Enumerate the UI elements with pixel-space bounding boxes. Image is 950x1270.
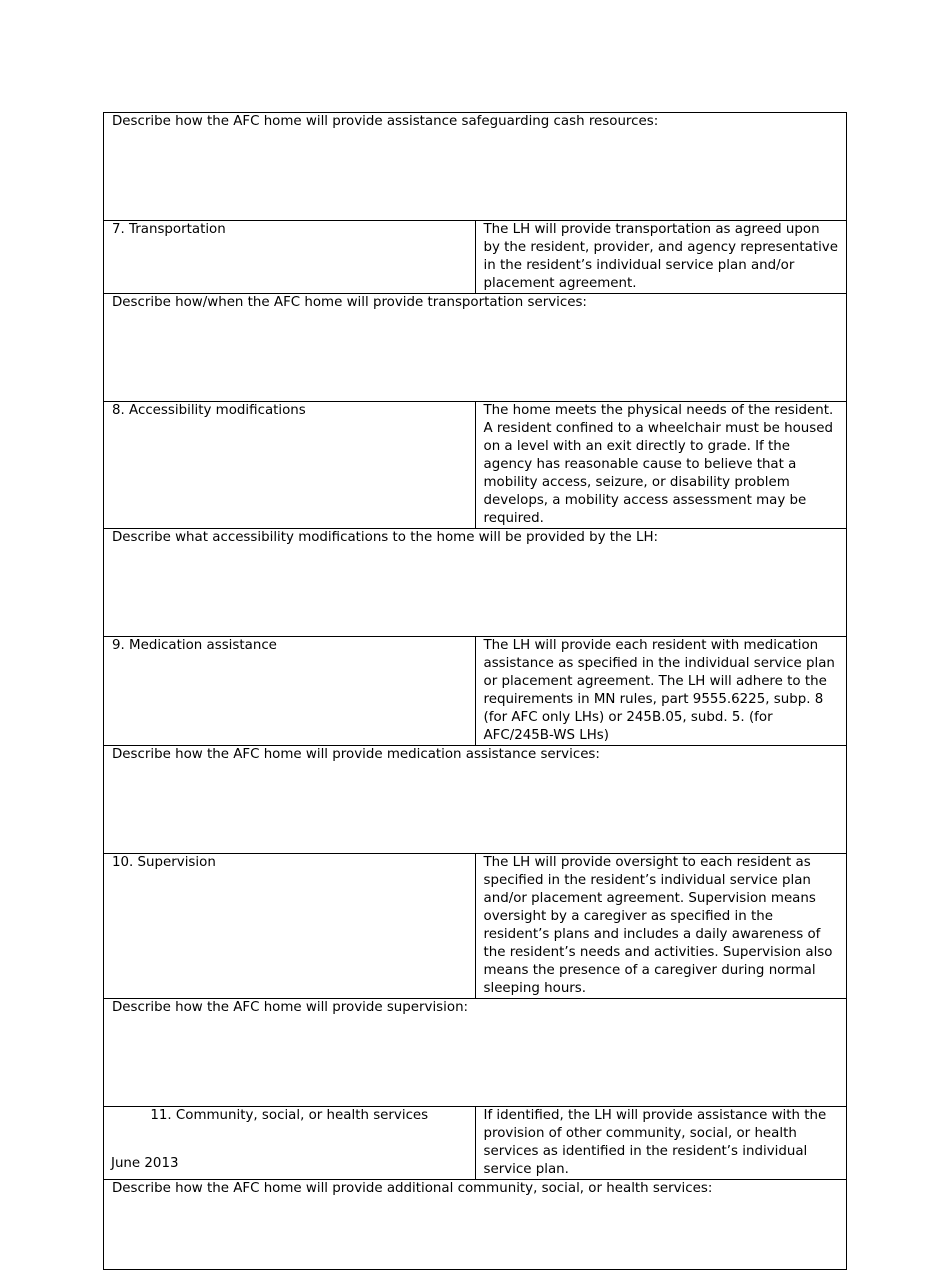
community-description-cell: [475, 1107, 847, 1180]
supervision-response-row: [104, 999, 847, 1107]
community-response-row: [104, 1180, 847, 1270]
medication-row: [104, 637, 847, 746]
transportation-label-cell: [104, 221, 476, 294]
community-prompt: Describe how the AFC home will provide additional community, social, or health services:: [112, 1181, 713, 1196]
medication-description: The LH will provide each resident with medication assistance as specified in the individual service plan or placement agreement. The LH will adhere to the requirements in MN rules, part 9555.6225, subp. 8 (for AFC only LHs) or 245B.05, subd. 5. (for AFC/245B-WS LHs): [483, 638, 835, 743]
medication-label-cell: [104, 637, 476, 746]
accessibility-response-row: [104, 529, 847, 637]
medication-prompt: Describe how the AFC home will provide medication assistance services:: [112, 747, 600, 762]
accessibility-response-field[interactable]: [104, 529, 847, 637]
medication-label: 9. Medication assistance: [112, 638, 277, 653]
transportation-prompt: Describe how/when the AFC home will provide transportation services:: [112, 295, 587, 310]
transportation-response-row: [104, 294, 847, 402]
community-response-field[interactable]: [104, 1180, 847, 1270]
supervision-prompt: Describe how the AFC home will provide supervision:: [112, 1000, 469, 1015]
transportation-label: 7. Transportation: [112, 222, 226, 237]
cash-response-field[interactable]: [104, 113, 847, 221]
transportation-description: The LH will provide transportation as agreed upon by the resident, provider, and agency representative in the resident’s individual service plan and/or placement agreement.: [483, 222, 838, 291]
accessibility-description-cell: [475, 402, 847, 529]
service-plan-table: [103, 112, 847, 1270]
medication-response-row: [104, 746, 847, 854]
accessibility-label-cell: [104, 402, 476, 529]
community-row: [104, 1107, 847, 1180]
transportation-row: [104, 221, 847, 294]
supervision-response-field[interactable]: [104, 999, 847, 1107]
supervision-description-cell: [475, 854, 847, 999]
transportation-description-cell: [475, 221, 847, 294]
supervision-label: 10. Supervision: [112, 855, 216, 870]
footer-date: June 2013: [111, 1156, 179, 1171]
accessibility-label: 8. Accessibility modifications: [112, 403, 306, 418]
medication-response-field[interactable]: [104, 746, 847, 854]
cash-prompt: Describe how the AFC home will provide assistance safeguarding cash resources:: [112, 114, 659, 129]
cash-response-row: [104, 113, 847, 221]
community-label: 11. Community, social, or health services: [150, 1108, 429, 1123]
supervision-row: [104, 854, 847, 999]
medication-description-cell: [475, 637, 847, 746]
supervision-label-cell: [104, 854, 476, 999]
accessibility-row: [104, 402, 847, 529]
transportation-response-field[interactable]: [104, 294, 847, 402]
supervision-description: The LH will provide oversight to each resident as specified in the resident’s individual service plan and/or placement agreement. Supervision means oversight by a caregiver as specified in the resident’s plans and includes a daily awareness of the resident’s needs and activities. Supervision also means the presence of a caregiver during normal sleeping hours.: [483, 855, 833, 996]
accessibility-description: The home meets the physical needs of the resident. A resident confined to a wheelchair must be housed on a level with an exit directly to grade. If the agency has reasonable cause to believe that a mobility access, seizure, or disability problem develops, a mobility access assessment may be required.: [483, 403, 834, 526]
community-description: If identified, the LH will provide assistance with the provision of other community, social, or health services as identified in the resident’s individual service plan.: [483, 1108, 827, 1177]
accessibility-prompt: Describe what accessibility modifications to the home will be provided by the LH:: [112, 530, 659, 545]
